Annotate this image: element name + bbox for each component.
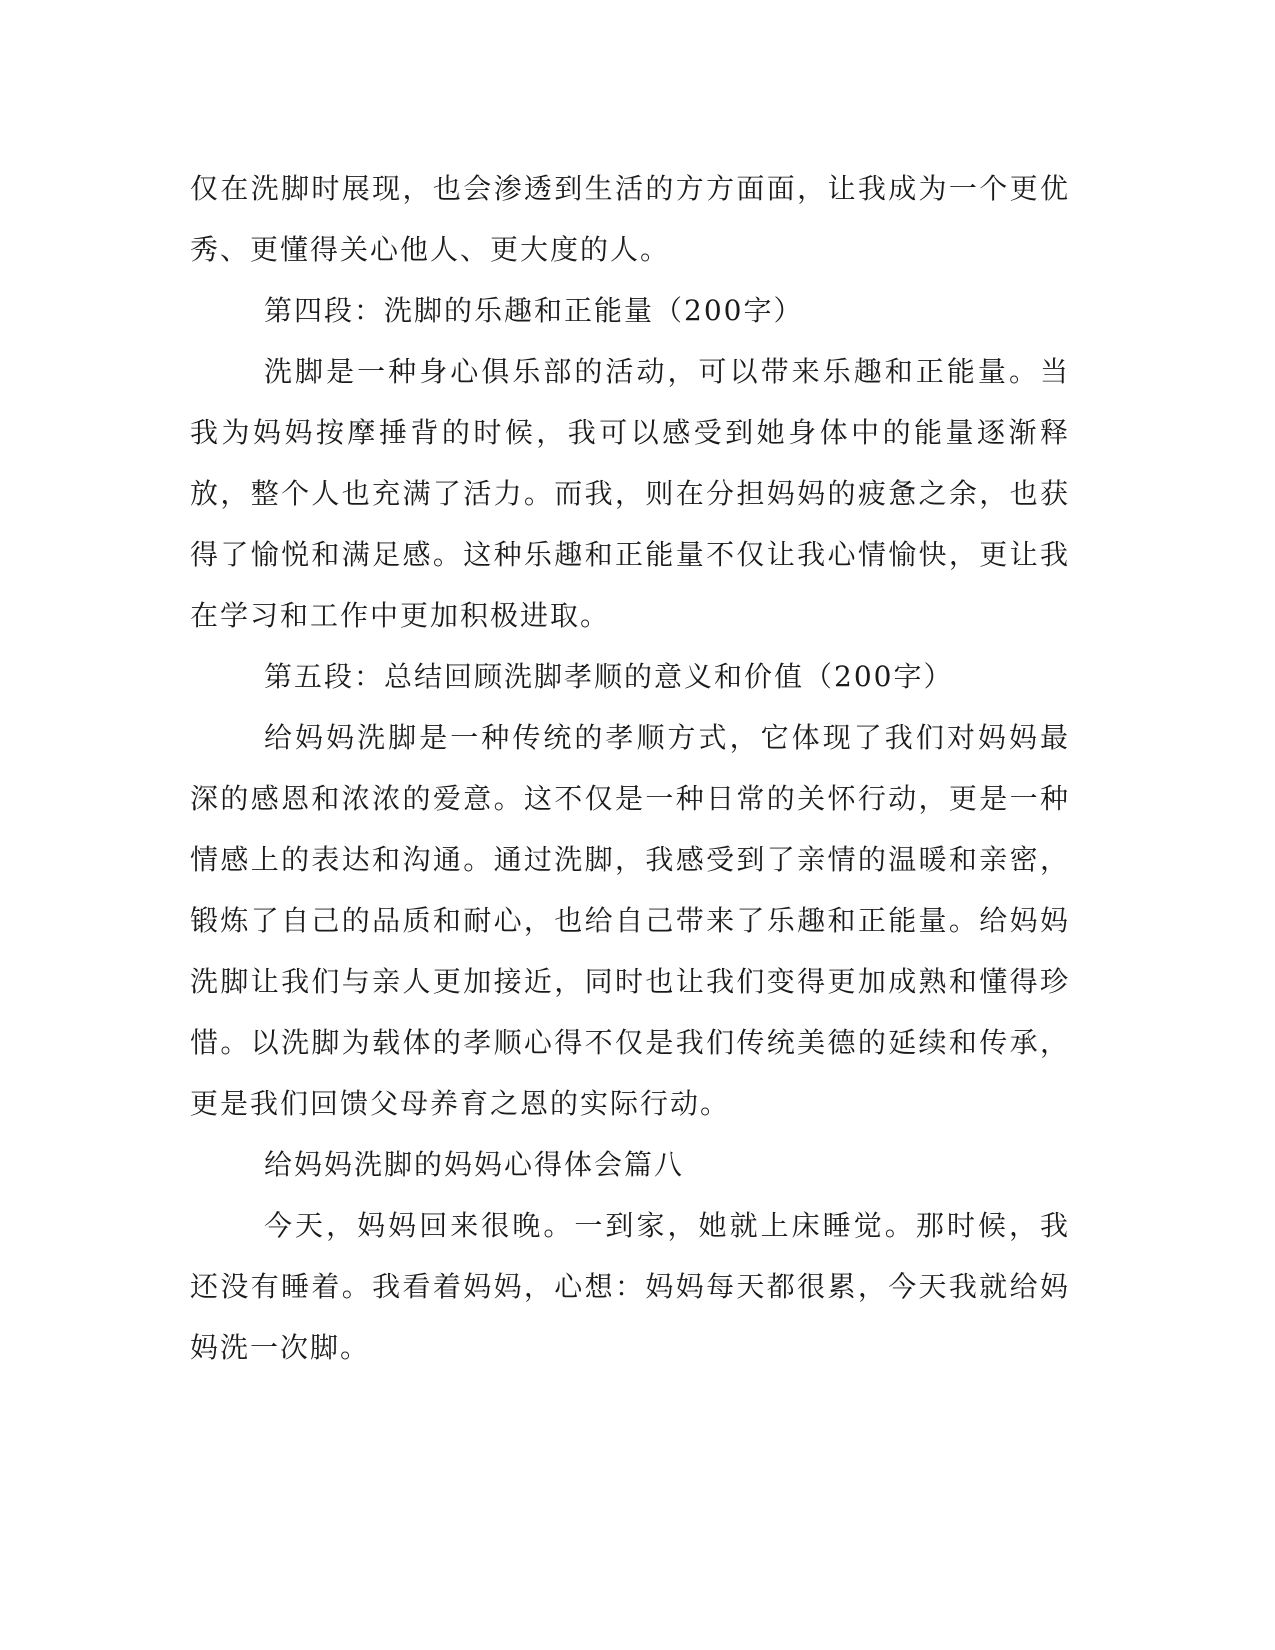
document-body [190,158,1070,1378]
paragraph-article-eight: 今天，妈妈回来很晚。一到家，她就上床睡觉。那时候，我还没有睡着。我看着妈妈，心想：妈妈每天都很累，今天我就给妈妈洗一次脚。 [190,1209,1070,1364]
section-heading-four: 第四段：洗脚的乐趣和正能量（200字） [264,294,804,327]
article-title-eight: 给妈妈洗脚的妈妈心得体会篇八 [264,1148,685,1181]
paragraph-continuation: 仅在洗脚时展现，也会渗透到生活的方方面面，让我成为一个更优秀、更懂得关心他人、更大度的人。 [190,172,1070,266]
section-heading-five: 第五段：总结回顾洗脚孝顺的意义和价值（200字） [264,660,954,693]
paragraph-section-five: 给妈妈洗脚是一种传统的孝顺方式，它体现了我们对妈妈最深的感恩和浓浓的爱意。这不仅是一种日常的关怀行动，更是一种情感上的表达和沟通。通过洗脚，我感受到了亲情的温暖和亲密，锻炼了自己的品质和耐心，也给自己带来了乐趣和正能量。给妈妈洗脚让我们与亲人更加接近，同时也让我们变得更加成熟和懂得珍惜。以洗脚为载体的孝顺心得不仅是我们传统美德的延续和传承，更是我们回馈父母养育之恩的实际行动。 [190,721,1070,1120]
paragraph-section-four: 洗脚是一种身心俱乐部的活动，可以带来乐趣和正能量。当我为妈妈按摩捶背的时候，我可以感受到她身体中的能量逐渐释放，整个人也充满了活力。而我，则在分担妈妈的疲惫之余，也获得了愉悦和满足感。这种乐趣和正能量不仅让我心情愉快，更让我在学习和工作中更加积极进取。 [190,355,1070,632]
